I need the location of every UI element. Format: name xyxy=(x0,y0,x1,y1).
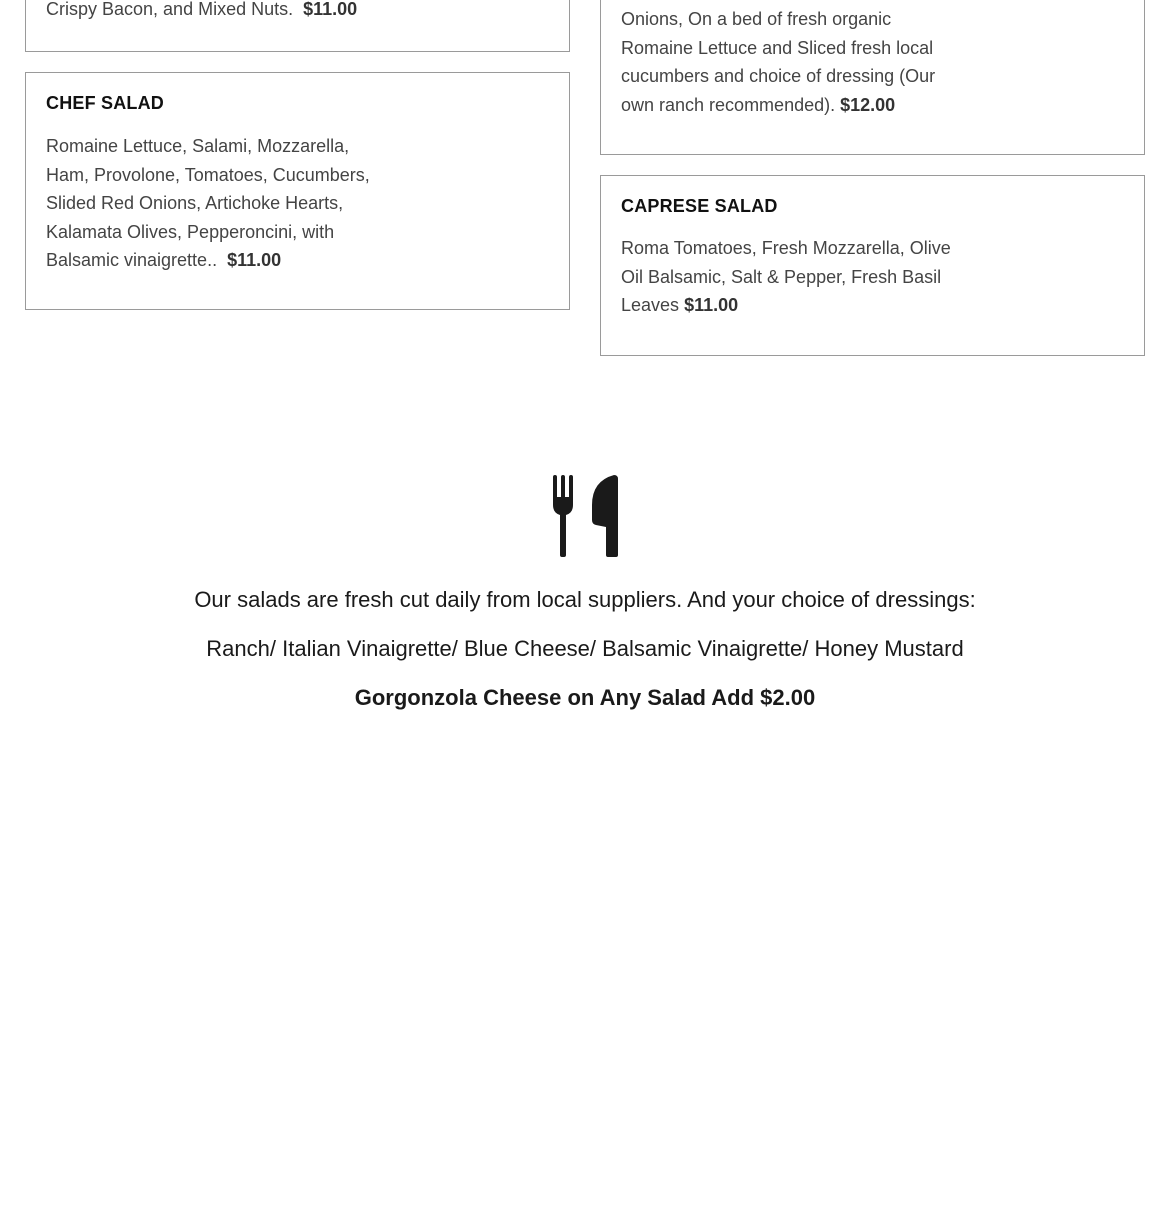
desc-line: Slided Red Onions, Artichoke Hearts, xyxy=(46,193,344,213)
footer-dressings-line: Ranch/ Italian Vinaigrette/ Blue Cheese/ Balsamic Vinaigrette/ Honey Mustard xyxy=(206,636,964,661)
desc-line: Romaine Lettuce, Salami, Mozzarella, xyxy=(46,136,350,156)
desc-line: Kalamata Olives, Pepperoncini, with xyxy=(46,221,335,242)
menu-card-caprese-salad xyxy=(600,175,1145,356)
menu-item-price: $11.00 xyxy=(684,295,739,315)
desc-line: Oil Balsamic, Salt & Pepper, Fresh Basil xyxy=(621,266,942,287)
menu-item-description-text: Crispy Bacon, and Mixed Nuts. xyxy=(46,0,294,19)
menu-card-chef-salad xyxy=(25,72,570,310)
menu-item-title: CHEF SALAD xyxy=(46,93,164,113)
menu-item-description xyxy=(621,234,981,320)
menu-card-top-left xyxy=(25,0,570,52)
desc-line: Onions, On a bed of fresh organic xyxy=(621,9,892,29)
menu-item-title: CAPRESE SALAD xyxy=(621,196,778,216)
desc-line: cucumbers and choice of dressing (Our xyxy=(621,66,936,86)
fork-knife-icon xyxy=(552,475,619,557)
desc-line: Ham, Provolone, Tomatoes, Cucumbers, xyxy=(46,164,370,185)
menu-item-description xyxy=(46,0,546,24)
desc-line: Balsamic vinaigrette.. xyxy=(46,250,218,270)
menu-item-price: $11.00 xyxy=(303,0,358,19)
desc-line: Romaine Lettuce and Sliced fresh local xyxy=(621,37,934,58)
desc-line: Leaves xyxy=(621,295,680,315)
menu-item-description xyxy=(46,132,391,275)
menu-item-description xyxy=(621,5,981,119)
desc-line: Roma Tomatoes, Fresh Mozzarella, Olive xyxy=(621,238,951,258)
footer-addon-line: Gorgonzola Cheese on Any Salad Add $2.00 xyxy=(354,685,816,710)
menu-item-price: $12.00 xyxy=(840,94,896,115)
menu-card-top-right xyxy=(600,0,1145,155)
footer-info-line: Our salads are fresh cut daily from local suppliers. And your choice of dressings: xyxy=(194,587,976,612)
menu-item-price: $11.00 xyxy=(227,250,282,270)
desc-line: own ranch recommended). xyxy=(621,94,836,115)
